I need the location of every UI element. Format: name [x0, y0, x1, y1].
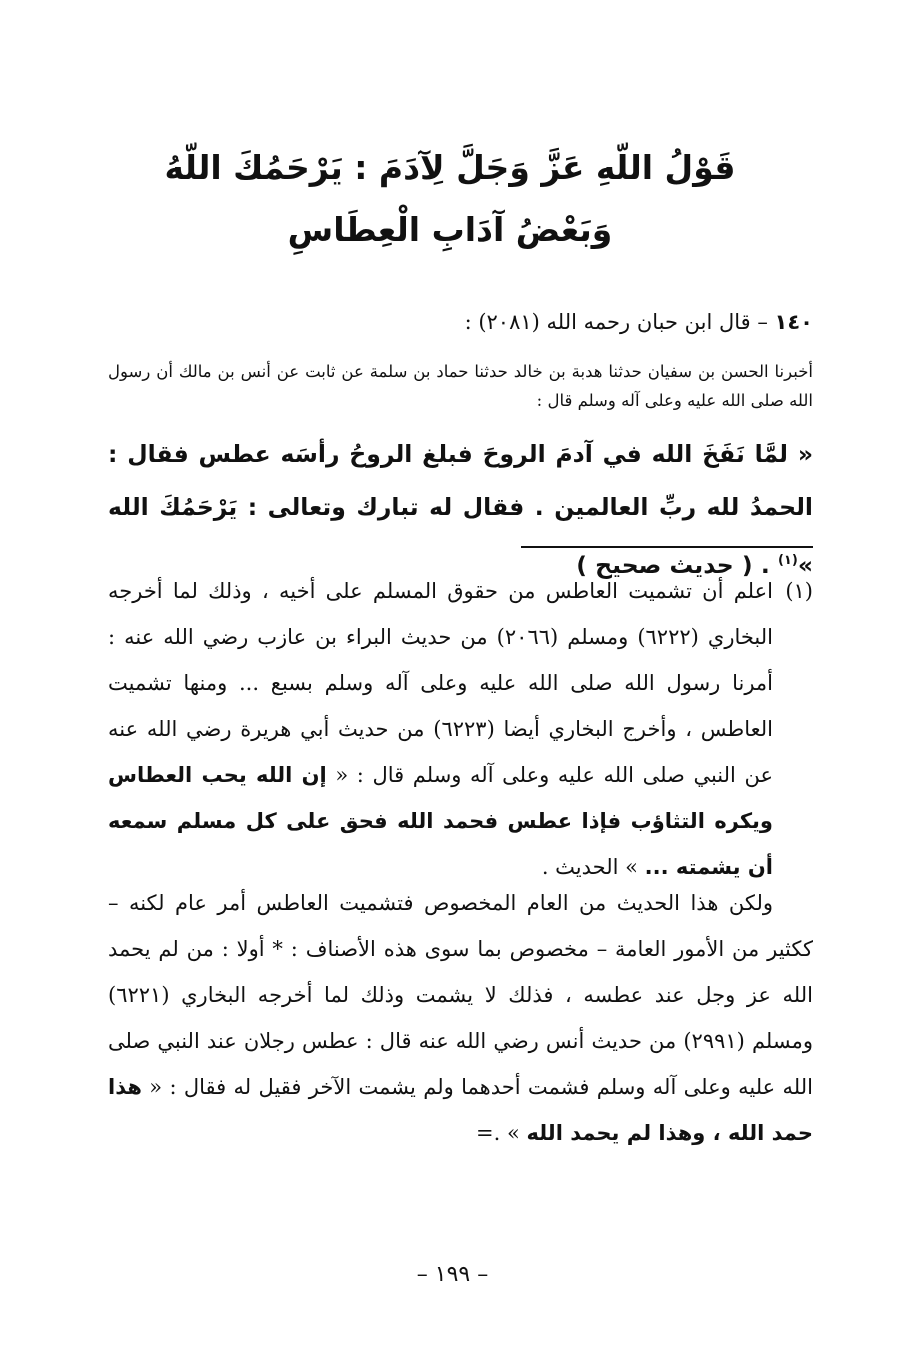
footnote-body [108, 568, 813, 890]
footnote-text: اعلم أن تشميت العاطس من حقوق المسلم على أخيه ، وذلك لما أخرجه البخاري (٦٢٢٢) ومسلم (٢٠٦٦) من حديث البراء بن عازب رضي الله عنه : أمرنا رسول الله صلى الله عليه وعلى آله وسلم بسبع ... ومنها تشميت العاطس ، وأخرج البخاري أيضا (٦٢٢٣) من حديث أبي هريرة رضي الله عنه عن النبي صلى الله عليه وعلى آله وسلم قال : « [108, 579, 773, 787]
hadith-grade: . ( حديث صحيح ) [576, 550, 770, 579]
hadith-matn: « لمَّا نَفَخَ الله في آدمَ الروحَ فبلغ الروحُ رأسَه عطس فقال : الحمدُ لله ربِّ العالمين . فقال له تبارك وتعالى : يَرْحَمُكَ الله » [108, 440, 813, 579]
footnote-reference: (١) [777, 553, 798, 568]
paragraph-2 [108, 880, 813, 1156]
chapter-title-line-1: قَوْلُ اللّهِ عَزَّ وَجَلَّ لِآدَمَ : يَرْحَمُكَ اللّهُ [164, 148, 736, 187]
hadith-isnad: أخبرنا الحسن بن سفيان حدثنا هدبة بن خالد حدثنا حماد بن سلمة عن ثابت عن أنس بن مالك أن رسول الله صلى الله عليه وعلى آله وسلم قال : [108, 362, 813, 410]
footnote-1 [108, 568, 813, 890]
paragraph-2-quote: هذا حمد الله ، وهذا لم يحمد الله [108, 1075, 813, 1145]
paragraph-2-text: ولكن هذا الحديث من العام المخصوص فتشميت العاطس أمر عام لكنه – ككثير من الأمور العامة – مخصوص بما سوى هذه الأصناف : * أولا : من لم يحمد الله عز وجل عند عطسه ، فذلك لا يشمت وذلك لما أخرجه البخاري (٦٢٢١) ومسلم (٢٩٩١) من حديث أنس رضي الله عنه قال : عطس رجلان عند النبي صلى الله عليه وعلى آله وسلم فشمت أحدهما ولم يشمت الآخر فقيل له فقال : « [108, 891, 814, 1099]
footnote-quote: إن الله يحب العطاس ويكره التثاؤب فإذا عطس فحمد الله فحق على كل مسلم سمعه أن يشمته ... [108, 763, 773, 879]
chapter-title-line-2: وَبَعْضُ آدَابِ الْعِطَاسِ [287, 210, 613, 249]
paragraph-2-end: » .= [476, 1121, 520, 1145]
footnote-marker: (١) [785, 579, 813, 603]
footnote-end: » الحديث . [541, 855, 638, 879]
hadith-source: – قال ابن حبان رحمه الله (٢٠٨١) : [464, 310, 768, 334]
hadith-number: ١٤٠ [774, 310, 813, 334]
hadith-header [108, 306, 813, 338]
footnote-separator [521, 546, 813, 548]
page-number: – ١٩٩ – [416, 1262, 489, 1287]
footnote-continuation [108, 880, 813, 1156]
